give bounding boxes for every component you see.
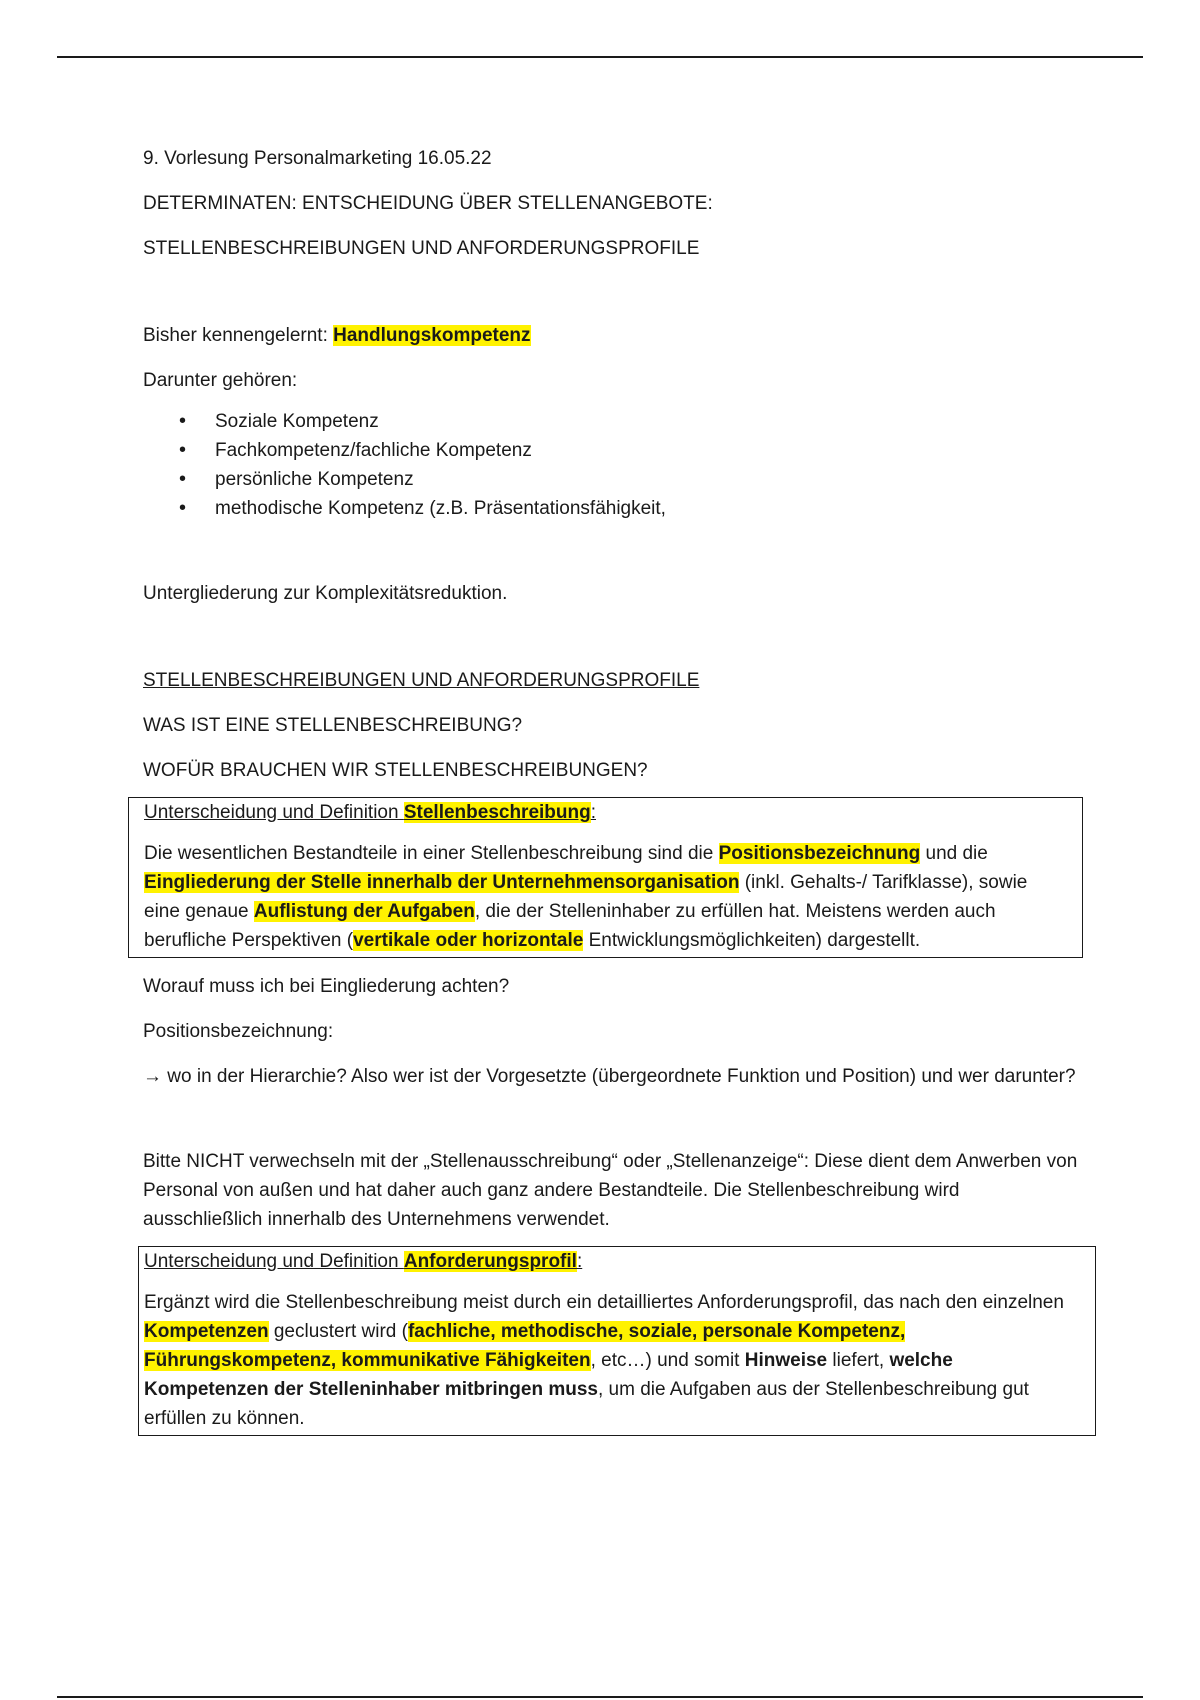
competence-list (143, 407, 1083, 523)
question-what: WAS IST EINE STELLENBESCHREIBUNG? (143, 715, 523, 736)
text-segment: und die (920, 843, 988, 864)
list-item: • Fachkompetenz/fachliche Kompetenz (143, 436, 1083, 465)
top-rule (57, 56, 1143, 58)
positionsbezeichnung-label: Positionsbezeichnung: (143, 1021, 334, 1042)
highlight-positionsbezeichnung: Positionsbezeichnung (718, 843, 921, 864)
text-segment: geclustert wird ( (268, 1321, 408, 1342)
reduction-text: Untergliederung zur Komplexitätsreduktion. (143, 583, 508, 604)
warning-text: Bitte NICHT verwechseln mit der „Stellenausschreibung“ oder „Stellenanzeige“: Diese dient dem Anwerben von Personal von außen und hat daher auch ganz andere Bestandteile. Die Stellenbeschreibung wird ausschließlich innerhalb des Unternehmens verwendet. (143, 1151, 1078, 1230)
highlight-kompetenzen: Kompetenzen (144, 1321, 269, 1342)
eingliederung-question: Worauf muss ich bei Eingliederung achten? (143, 976, 510, 997)
box-body (144, 1288, 1079, 1433)
highlight-entwicklung: vertikale oder horizontale (353, 930, 584, 951)
bold-welche-kompetenzen: welche Kompetenzen der Stelleninhaber mitbringen muss (144, 1350, 953, 1400)
text-segment: Ergänzt wird die Stellenbeschreibung meist durch ein detailliertes Anforderungsprofil, das nach den einzelnen (144, 1292, 1064, 1313)
intro-term-highlight: Handlungskompetenz (333, 325, 531, 346)
highlight-aufgaben: Auflistung der Aufgaben (253, 901, 475, 922)
heading-stellenbeschreibungen: STELLENBESCHREIBUNGEN UND ANFORDERUNGSPROFILE (143, 238, 700, 259)
question-why: WOFÜR BRAUCHEN WIR STELLENBESCHREIBUNGEN? (143, 760, 648, 781)
text-segment: Die wesentlichen Bestandteile in einer Stellenbeschreibung sind die (144, 843, 719, 864)
intro-line (143, 321, 1083, 350)
bold-hinweise: Hinweise (744, 1350, 828, 1371)
bottom-rule (57, 1696, 1143, 1698)
definition-box-anforderungsprofil (138, 1246, 1096, 1436)
text-segment: liefert, (827, 1350, 890, 1371)
highlight-eingliederung: Eingliederung der Stelle innerhalb der Unternehmensorganisation (144, 872, 740, 893)
list-item: • methodische Kompetenz (z.B. Präsentationsfähigkeit, (143, 494, 1083, 523)
text-segment: , die der Stelleninhaber zu erfüllen hat. Meistens werden auch berufliche Perspektiven ( (144, 901, 996, 951)
lecture-title: 9. Vorlesung Personalmarketing 16.05.22 (143, 148, 492, 169)
document-page (143, 144, 1083, 1436)
intro-sub: Darunter gehören: (143, 370, 298, 391)
hierarchy-note (143, 1062, 1083, 1091)
box-title-term: Anforderungsprofil (403, 1251, 577, 1272)
list-item: • Soziale Kompetenz (143, 407, 1083, 436)
text-segment: (inkl. Gehalts-/ Tarifklasse), sowie eine genaue (144, 872, 1028, 922)
box-title-suffix: : (590, 802, 596, 823)
box-title (144, 1247, 1079, 1276)
arrow-icon: → (143, 1066, 162, 1087)
box-title-prefix: Unterscheidung und Definition (144, 1251, 404, 1272)
list-item: • persönliche Kompetenz (143, 465, 1083, 494)
intro-prefix: Bisher kennengelernt: (143, 325, 334, 346)
text-segment: , etc…) und somit (590, 1350, 745, 1371)
box-title-prefix: Unterscheidung und Definition (144, 802, 404, 823)
box-body (144, 839, 1066, 955)
box-title (144, 798, 1066, 827)
highlight-kompetenz-liste: fachliche, methodische, soziale, personale Kompetenz, Führungskompetenz, kommunikative Fähigkeiten (144, 1321, 906, 1371)
heading-determinaten: DETERMINATEN: ENTSCHEIDUNG ÜBER STELLENANGEBOTE: (143, 193, 713, 214)
section-title: STELLENBESCHREIBUNGEN UND ANFORDERUNGSPROFILE (143, 670, 700, 691)
box-title-suffix: : (576, 1251, 583, 1272)
text-segment: , um die Aufgaben aus der Stellenbeschreibung gut erfüllen zu können. (144, 1379, 1029, 1429)
hierarchy-text: wo in der Hierarchie? Also wer ist der Vorgesetzte (übergeordnete Funktion und Position) und wer darunter? (162, 1066, 1076, 1087)
box-title-term: Stellenbeschreibung (403, 802, 591, 823)
definition-box-stellenbeschreibung (128, 797, 1083, 958)
text-segment: Entwicklungsmöglichkeiten) dargestellt. (583, 930, 921, 951)
